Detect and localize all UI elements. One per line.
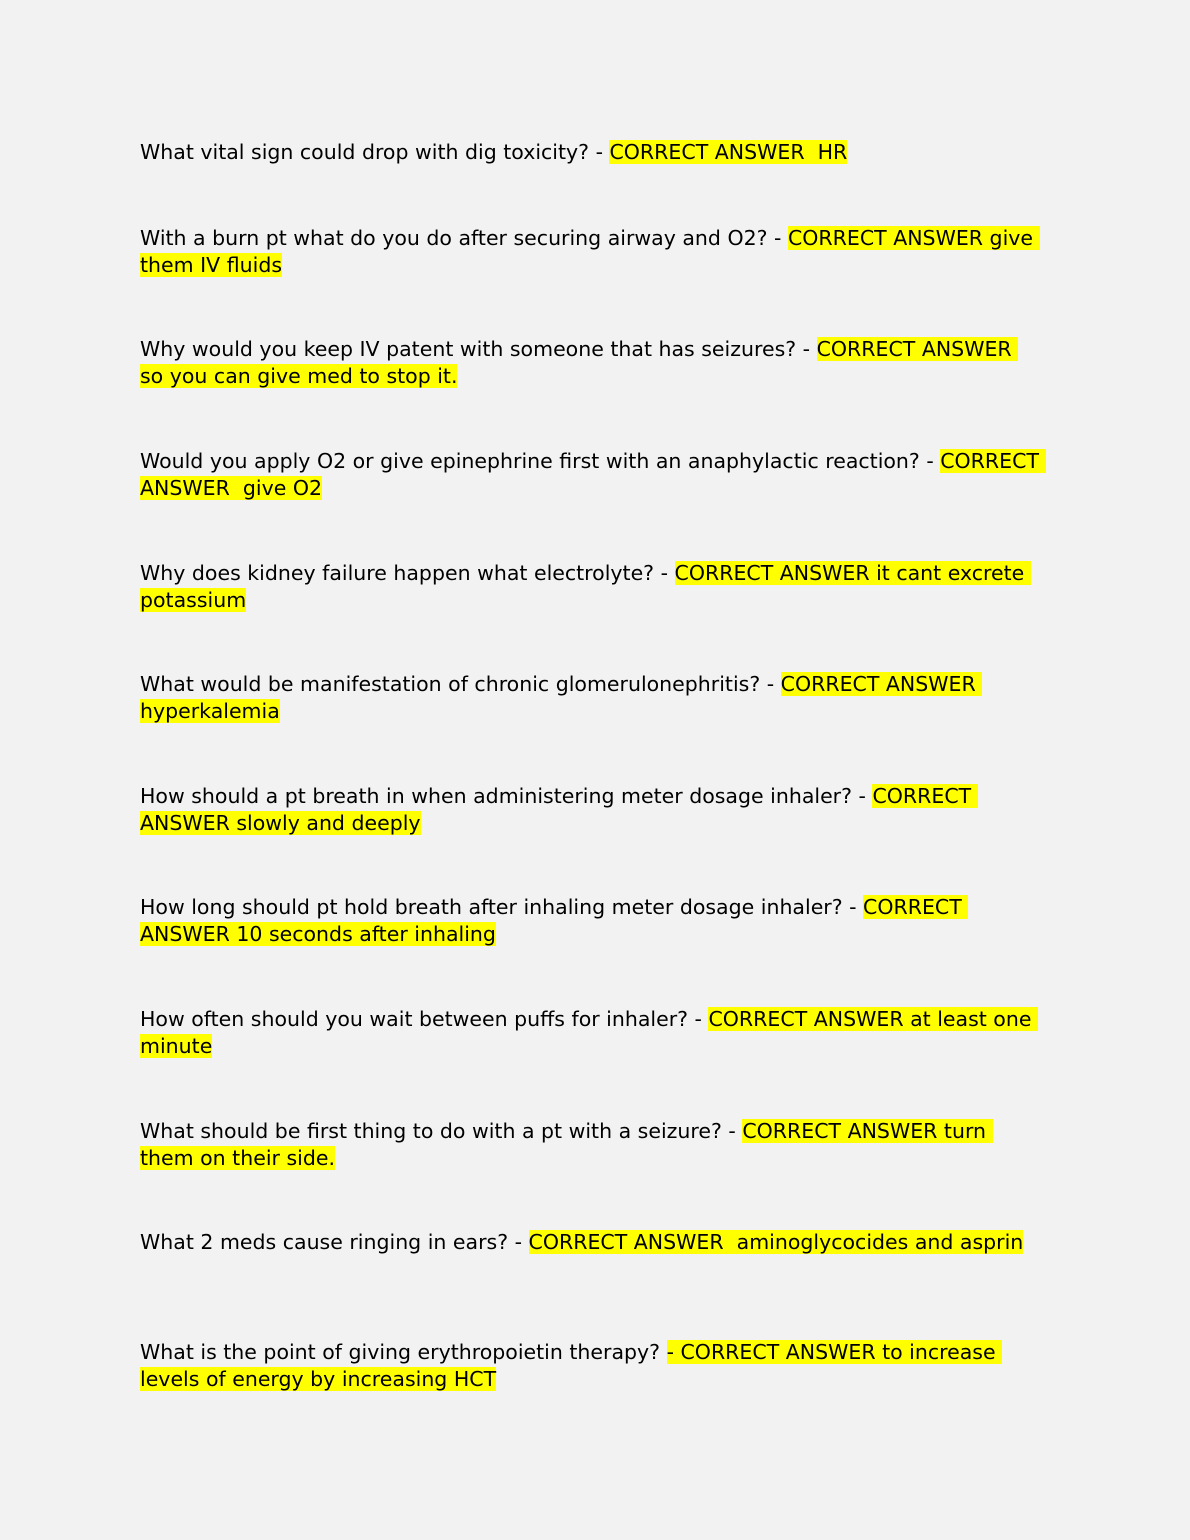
question-text: What should be first thing to do with a pt with a seizure? - xyxy=(140,1119,743,1143)
qa-item-10 xyxy=(140,1118,1040,1171)
question-text: How should a pt breath in when administering meter dosage inhaler? - xyxy=(140,784,873,808)
qa-item-4 xyxy=(140,448,1046,501)
question-text: What would be manifestation of chronic glomerulonephritis? - xyxy=(140,672,781,696)
qa-item-6 xyxy=(140,671,1040,724)
answer-highlight: CORRECT ANSWER slowly and deeply xyxy=(140,784,978,835)
question-text: Why does kidney failure happen what electrolyte? - xyxy=(140,561,675,585)
question-text: Would you apply O2 or give epinephrine first with an anaphylactic reaction? - xyxy=(140,449,941,473)
qa-item-5 xyxy=(140,560,1040,613)
question-text: What 2 meds cause ringing in ears? - xyxy=(140,1230,529,1254)
answer-highlight: CORRECT ANSWER hyperkalemia xyxy=(140,672,983,723)
answer-highlight: - CORRECT ANSWER to increase levels of energy by increasing HCT xyxy=(140,1340,1003,1391)
answer-highlight: CORRECT ANSWER aminoglycocides and asprin xyxy=(528,1230,1024,1254)
answer-highlight: CORRECT ANSWER give O2 xyxy=(140,449,1046,500)
qa-item-9 xyxy=(140,1006,1040,1059)
qa-item-1 xyxy=(140,139,1040,166)
question-text: What vital sign could drop with dig toxicity? - xyxy=(140,140,610,164)
answer-highlight: CORRECT ANSWER give them IV fluids xyxy=(140,226,1040,277)
qa-item-7 xyxy=(140,783,1040,836)
qa-item-2 xyxy=(140,225,1040,278)
question-text: How often should you wait between puffs for inhaler? - xyxy=(140,1007,709,1031)
question-text: With a burn pt what do you do after securing airway and O2? - xyxy=(140,226,788,250)
qa-item-11 xyxy=(140,1229,1040,1256)
question-text: Why would you keep IV patent with someone that has seizures? - xyxy=(140,337,817,361)
answer-highlight: CORRECT ANSWER so you can give med to stop it. xyxy=(140,337,1019,388)
qa-item-3 xyxy=(140,336,1040,389)
answer-highlight: CORRECT ANSWER 10 seconds after inhaling xyxy=(140,895,969,946)
answer-highlight: CORRECT ANSWER it cant excrete potassium xyxy=(140,561,1031,612)
answer-highlight: CORRECT ANSWER at least one minute xyxy=(140,1007,1038,1058)
question-text: How long should pt hold breath after inhaling meter dosage inhaler? - xyxy=(140,895,864,919)
answer-highlight: CORRECT ANSWER HR xyxy=(609,140,848,164)
question-text: What is the point of giving erythropoietin therapy? xyxy=(140,1340,667,1364)
qa-item-12 xyxy=(140,1339,1040,1392)
answer-highlight: CORRECT ANSWER turn them on their side. xyxy=(140,1119,993,1170)
qa-item-8 xyxy=(140,894,1040,947)
